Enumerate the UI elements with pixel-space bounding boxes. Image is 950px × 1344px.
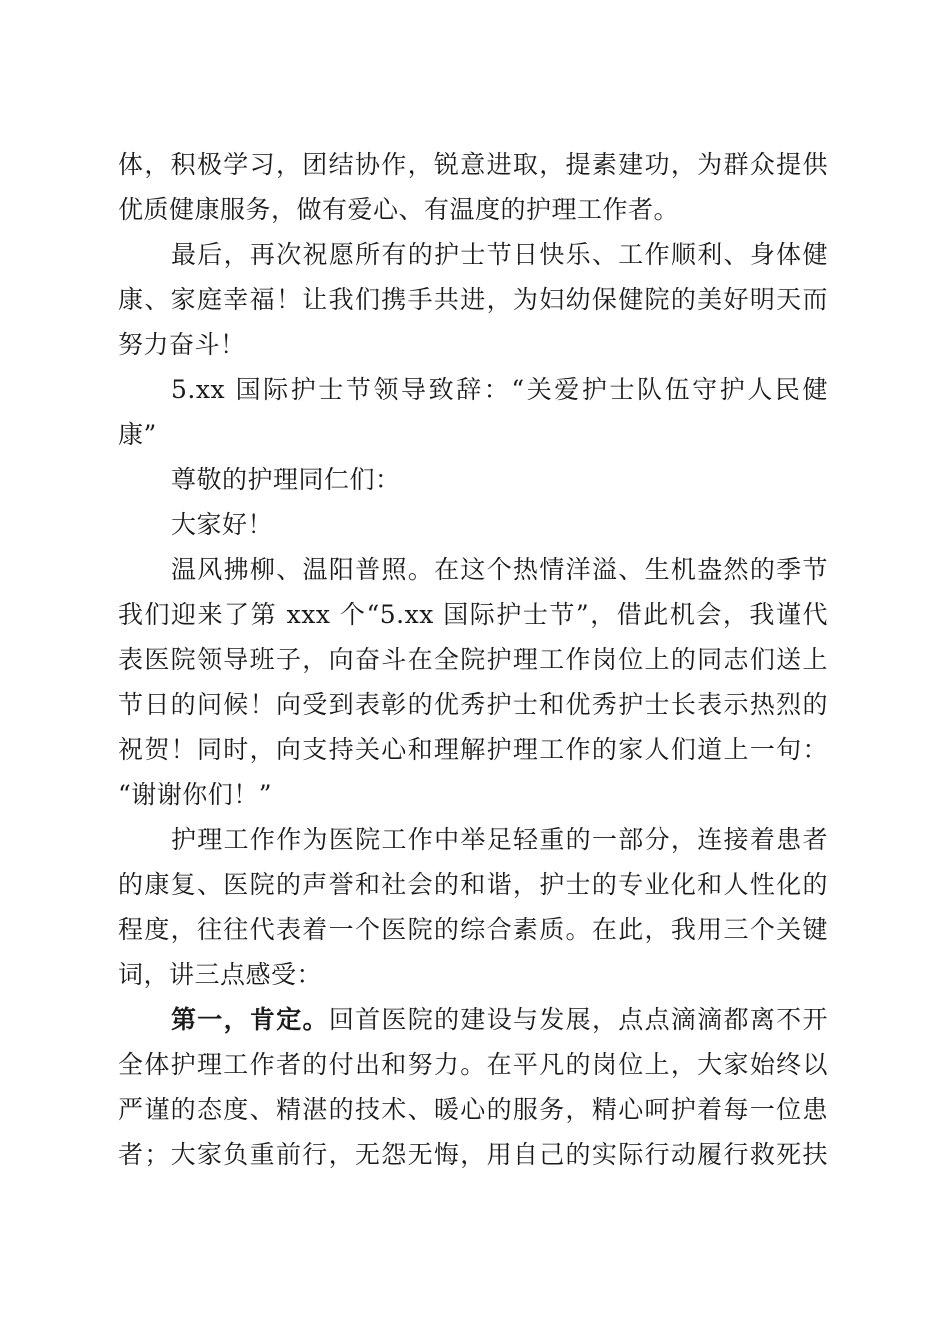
text-line: 程度，往往代表着一个医院的综合素质。在此，我用三个关键 [118, 915, 828, 944]
text-line: 5.xx 国际护士节领导致辞：“关爱护士队伍守护人民健 [171, 375, 828, 404]
text-line: 优质健康服务，做有爱心、有温度的护理工作者。 [118, 195, 680, 224]
paragraph-opening [118, 547, 828, 817]
text-line: 词，讲三点感受： [118, 960, 323, 989]
text-line: 努力奋斗！ [118, 330, 246, 359]
paragraph-continuation [118, 142, 828, 232]
text-line: 祝贺！同时，向支持关心和理解护理工作的家人们道上一句： [118, 735, 828, 764]
text-line: 温风拂柳、温阳普照。在这个热情洋溢、生机盎然的季节 [171, 555, 828, 584]
speech-title [118, 367, 828, 457]
paragraph-closing-wishes [118, 232, 828, 367]
text-line: 的康复、医院的声誉和社会的和谐，护士的专业化和人性化的 [118, 870, 828, 899]
greeting [118, 502, 828, 547]
text-line: “谢谢你们！” [118, 780, 273, 809]
text-line: 最后，再次祝愿所有的护士节日快乐、工作顺利、身体健 [171, 240, 828, 269]
text-line: 严谨的态度、精湛的技术、暖心的服务，精心呵护着每一位患 [118, 1095, 828, 1124]
text-line: 我们迎来了第 xxx 个“5.xx 国际护士节”，借此机会，我谨代 [118, 600, 828, 629]
text-line: 表医院领导班子，向奋斗在全院护理工作岗位上的同志们送上 [118, 645, 828, 674]
text-line: 者；大家负重前行，无怨无悔，用自己的实际行动履行救死扶 [118, 1140, 828, 1169]
salutation [118, 457, 828, 502]
paragraph-nursing-role [118, 817, 828, 997]
document-page [118, 142, 828, 1177]
text-line: 全体护理工作者的付出和努力。在平凡的岗位上，大家始终以 [118, 1050, 828, 1079]
text-segment: 回首医院的建设与发展，点点滴滴都离不开 [328, 1005, 828, 1034]
text-line: 尊敬的护理同仁们： [171, 465, 401, 494]
paragraph-first-point [118, 997, 828, 1177]
point-lead: 第一，肯定。 [171, 1005, 329, 1034]
text-line: 大家好！ [171, 510, 274, 539]
text-line: 康” [118, 420, 157, 449]
text-line: 体，积极学习，团结协作，锐意进取，提素建功，为群众提供 [118, 150, 828, 179]
text-line: 节日的问候！向受到表彰的优秀护士和优秀护士长表示热烈的 [118, 690, 828, 719]
text-line: 护理工作作为医院工作中举足轻重的一部分，连接着患者 [171, 825, 828, 854]
text-line [118, 997, 828, 1042]
text-line: 康、家庭幸福！让我们携手共进，为妇幼保健院的美好明天而 [118, 285, 828, 314]
